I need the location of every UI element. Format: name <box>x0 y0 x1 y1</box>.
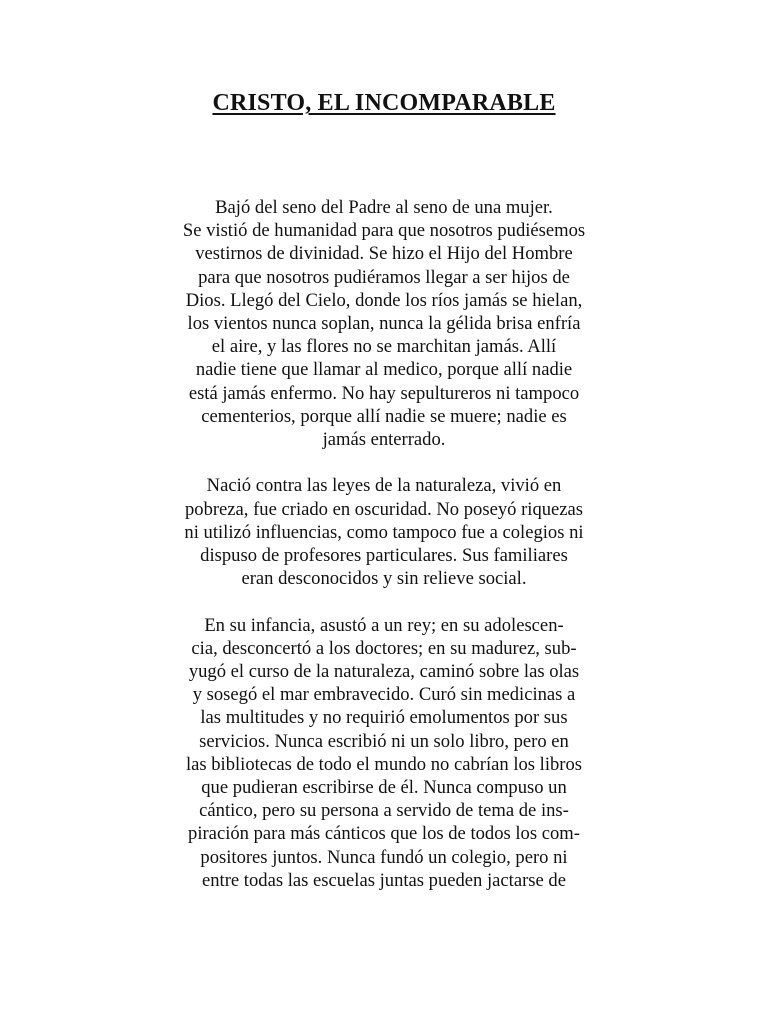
text-line: los vientos nunca soplan, nunca la gélida brisa enfría <box>187 313 581 335</box>
text-line: está jamás enfermo. No hay sepultureros ni tampoco <box>188 382 580 404</box>
text-line: eran desconocidos y sin relieve social. <box>241 568 527 590</box>
text-line: pobreza, fue criado en oscuridad. No poseyó riquezas <box>184 498 584 520</box>
text-line: las multitudes y no requirió emolumentos por sus <box>200 707 568 729</box>
text-line: piración para más cánticos que los de todos los com- <box>188 823 580 845</box>
text-line: ni utilizó influencias, como tampoco fue a colegios ni <box>184 521 584 543</box>
text-line: yugó el curso de la naturaleza, caminó sobre las olas <box>188 661 580 683</box>
paragraph-1 <box>160 196 608 451</box>
text-line: nadie tiene que llamar al medico, porque allí nadie <box>195 359 573 381</box>
text-line: entre todas las escuelas juntas pueden jactarse de <box>202 869 566 891</box>
text-line: que pudieran escribirse de él. Nunca compuso un <box>201 777 567 799</box>
text-line: En su infancia, asustó a un rey; en su adolescen- <box>204 614 564 636</box>
paragraph-3 <box>160 614 608 892</box>
document-body <box>160 196 608 915</box>
text-line: Dios. Llegó del Cielo, donde los ríos jamás se hielan, <box>185 289 583 311</box>
text-line: servicios. Nunca escribió ni un solo libro, pero en <box>199 730 569 752</box>
text-line: cia, desconcertó a los doctores; en su madurez, sub- <box>191 637 577 659</box>
text-line: dispuso de profesores particulares. Sus familiares <box>200 545 568 567</box>
text-line: Se vistió de humanidad para que nosotros pudiésemos <box>182 220 586 242</box>
document-title: CRISTO, EL INCOMPARABLE <box>212 90 556 116</box>
text-line: jamás enterrado. <box>322 429 446 451</box>
text-line: el aire, y las flores no se marchitan jamás. Allí <box>211 336 557 358</box>
text-line: cementerios, porque allí nadie se muere; nadie es <box>201 405 567 427</box>
text-line: las bibliotecas de todo el mundo no cabrían los libros <box>185 753 583 775</box>
text-line: y sosegó el mar embravecido. Curó sin medicinas a <box>192 684 576 706</box>
text-line: para que nosotros pudiéramos llegar a ser hijos de <box>198 266 570 288</box>
paragraph-2 <box>160 474 608 590</box>
text-line: Nació contra las leyes de la naturaleza, vivió en <box>206 475 562 497</box>
text-line: vestirnos de divinidad. Se hizo el Hijo del Hombre <box>195 243 573 265</box>
text-line: positores juntos. Nunca fundó un colegio, pero ni <box>200 846 568 868</box>
text-line: Bajó del seno del Padre al seno de una mujer. <box>215 197 553 218</box>
text-line: cántico, pero su persona a servido de tema de ins- <box>199 800 569 822</box>
